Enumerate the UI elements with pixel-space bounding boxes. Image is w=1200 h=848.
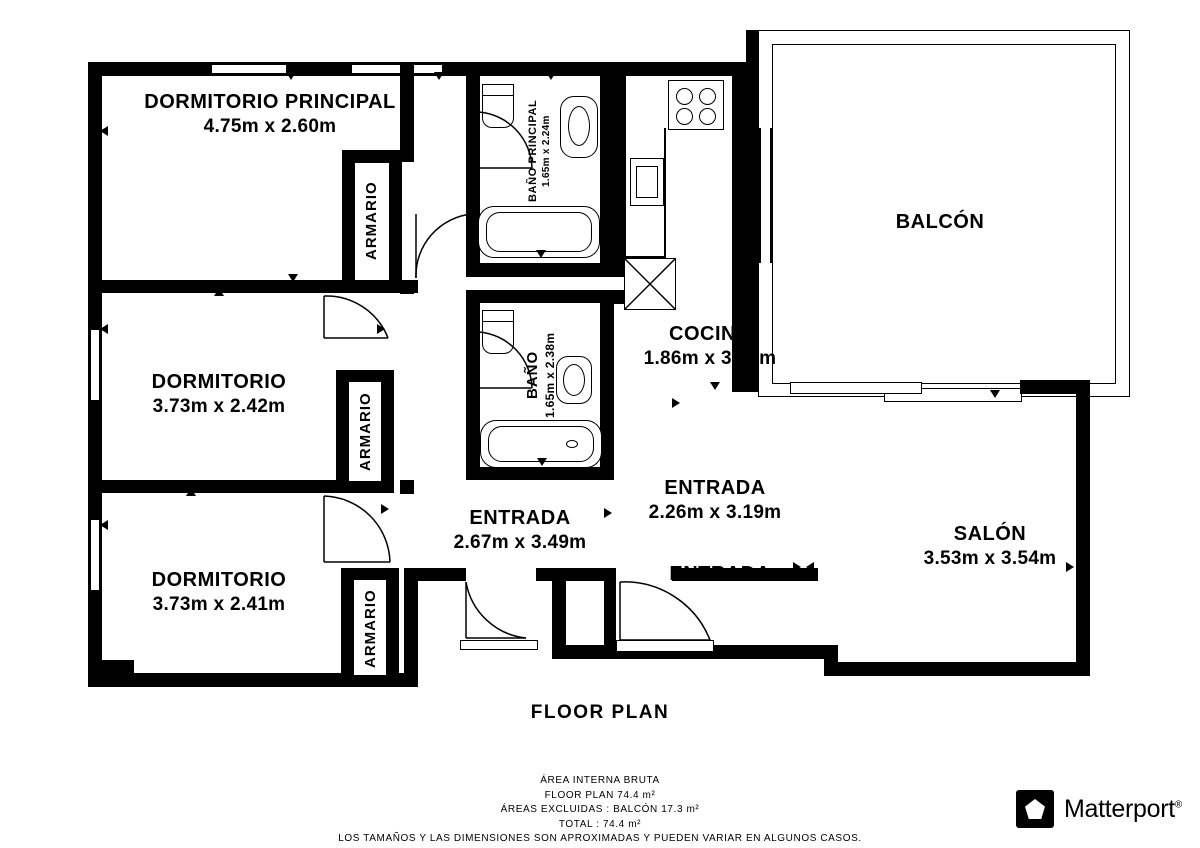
door-arc-entrada-2 [616,580,712,642]
matterport-logo [1016,790,1182,828]
room-dim: 3.53m x 3.54m [923,548,1057,569]
wall-cocina-left-upper [614,62,626,277]
room-label-armario-1 [363,168,382,274]
room-name: ARMARIO [357,392,374,472]
toilet-principal-tank [482,84,514,96]
wall-bano-top [466,290,614,303]
room-label-bano-principal [527,96,553,206]
wall-salon-bottom [824,662,1090,676]
room-name: SALÓN [953,523,1027,545]
room-dim: 2.26m x 3.19m [648,502,782,523]
room-label-dormitorio-2 [104,370,334,419]
wall-divider-bed2-bed3 [88,480,336,493]
arrow-bed3-right [381,504,389,514]
sink-principal-basin [568,106,590,146]
wall-bano-principal-top [466,62,614,76]
room-name: DORMITORIO PRINCIPAL [144,91,396,113]
bathtub-bano-inner [488,426,594,462]
room-name: ENTRADA [469,507,571,529]
room-dim: 4.75m x 2.60m [203,116,337,137]
matterport-wordmark [1064,795,1182,824]
arrow-bano-left [468,332,476,342]
stove [668,80,724,130]
bathtub-bano-drain [566,440,578,448]
room-dim: 3.73m x 2.41m [152,594,286,615]
toilet-bano-tank [482,310,514,322]
room-label-entrada-1 [615,476,815,525]
washer-cross-icon [624,258,676,310]
wall-cocina-top [614,62,744,76]
balcon-door-line-1 [770,128,773,263]
door-arc-bed1 [414,210,476,280]
brand-registered: ® [1174,799,1182,811]
door-arc-bano-principal [476,110,534,172]
wall-corridor-left [404,568,418,687]
balcon-door-line-2 [758,128,761,263]
room-dim: 1.65m x 2.24m [540,115,552,187]
entry-threshold-2 [460,640,538,650]
footer-line-1: ÁREA INTERNA BRUTA [540,775,660,786]
balcon-sliding-door-2 [790,382,922,394]
room-name: ENTRADA [664,477,766,499]
arrow-bed2-left [100,324,108,334]
stove-burner-4 [699,108,716,125]
room-dim: 1.86m x 3.97m [643,348,777,369]
room-label-cocina [620,322,800,371]
arrow-entrada-3-right-b [806,562,814,572]
brand-name: Matterport [1063,794,1175,823]
arrow-cocina-down [710,382,720,390]
wall-entry-left-vert [552,568,566,658]
wall-bano-principal-bottom [466,263,614,277]
wall-bano-right [600,290,614,480]
room-name: DORMITORIO [151,371,287,393]
door-arc-entrada-1 [464,580,536,640]
room-name: BAÑO [524,350,541,400]
room-name: BALCÓN [895,211,985,233]
arrow-bed1-bottom [288,274,298,282]
footer-disclaimer: LOS TAMAÑOS Y LAS DIMENSIONES SON APROXIMADAS Y PUEDEN VARIAR EN ALGUNOS CASOS. [338,833,862,844]
room-dim: 2.67m x 3.49m [453,532,587,553]
room-name: ARMARIO [362,589,379,669]
arrow-balcon-bottom [990,390,1000,398]
arrow-bed1-left [100,126,108,136]
footer-line-3: ÁREAS EXCLUIDAS : BALCÓN 17.3 m² [500,804,700,815]
room-dim: 1.65m x 2.38m [542,332,557,418]
wall-bed-block-right-door [400,480,414,494]
room-label-entrada-3 [640,562,800,587]
stove-burner-2 [699,88,716,105]
wall-bano-principal-right [600,62,614,277]
entry-threshold [616,640,714,652]
arrow-cocina-right [672,398,680,408]
arrow-bano-down [537,458,547,466]
arrow-bed3-top [186,488,196,496]
arrow-bed1-down [286,72,296,80]
arrow-bed2-top [214,288,224,296]
kitchen-counter-line [664,128,666,258]
sink-bano-basin [563,364,585,396]
arrow-bed3-left [100,520,108,530]
room-label-bano [524,330,558,420]
room-name: DORMITORIO [151,569,287,591]
footer-line-2: FLOOR PLAN 74.4 m² [544,789,656,801]
page-title: FLOOR PLAN [530,702,670,723]
arrow-salon-bottom [988,668,998,676]
window-top-2 [352,64,442,74]
stove-burner-3 [676,108,693,125]
room-name: COCINA [669,323,751,345]
room-label-entrada-2 [420,506,620,555]
room-dim: 3.73m x 2.42m [152,396,286,417]
arrow-bano-principal-down [546,72,556,80]
wall-bed-block-right-mid [400,280,414,294]
window-left-2 [90,520,100,590]
wall-salon-top [1020,380,1090,394]
footer-line-4: TOTAL : 74.4 m² [558,818,642,830]
room-label-balcon [860,210,1020,235]
wall-bottom-left-notch [88,660,134,687]
room-name: ARMARIO [363,181,380,261]
room-label-armario-2 [357,388,376,476]
stove-burner-1 [676,88,693,105]
arrow-bathtub-principal [536,250,546,258]
room-name: BAÑO PRINCIPAL [527,99,539,203]
room-label-dormitorio-principal [130,90,410,139]
room-name: ENTRADA [669,563,771,585]
wall-entry-vert-small [604,568,616,646]
room-label-armario-3 [362,585,381,673]
wall-entry-door-frame-1 [418,568,466,581]
kitchen-sink-basin [636,166,658,198]
arrow-bed2-right [377,324,385,334]
bathtub-principal-inner [486,212,592,252]
window-top-1 [212,64,286,74]
arrow-bano-principal-left [466,128,474,138]
wall-bano-bottom [466,467,614,480]
room-label-dormitorio-3 [104,568,334,617]
window-left-1 [90,330,100,400]
matterport-mark-icon [1016,790,1054,828]
arrow-bed1-down-2 [434,72,444,80]
room-label-salon [870,522,1110,571]
